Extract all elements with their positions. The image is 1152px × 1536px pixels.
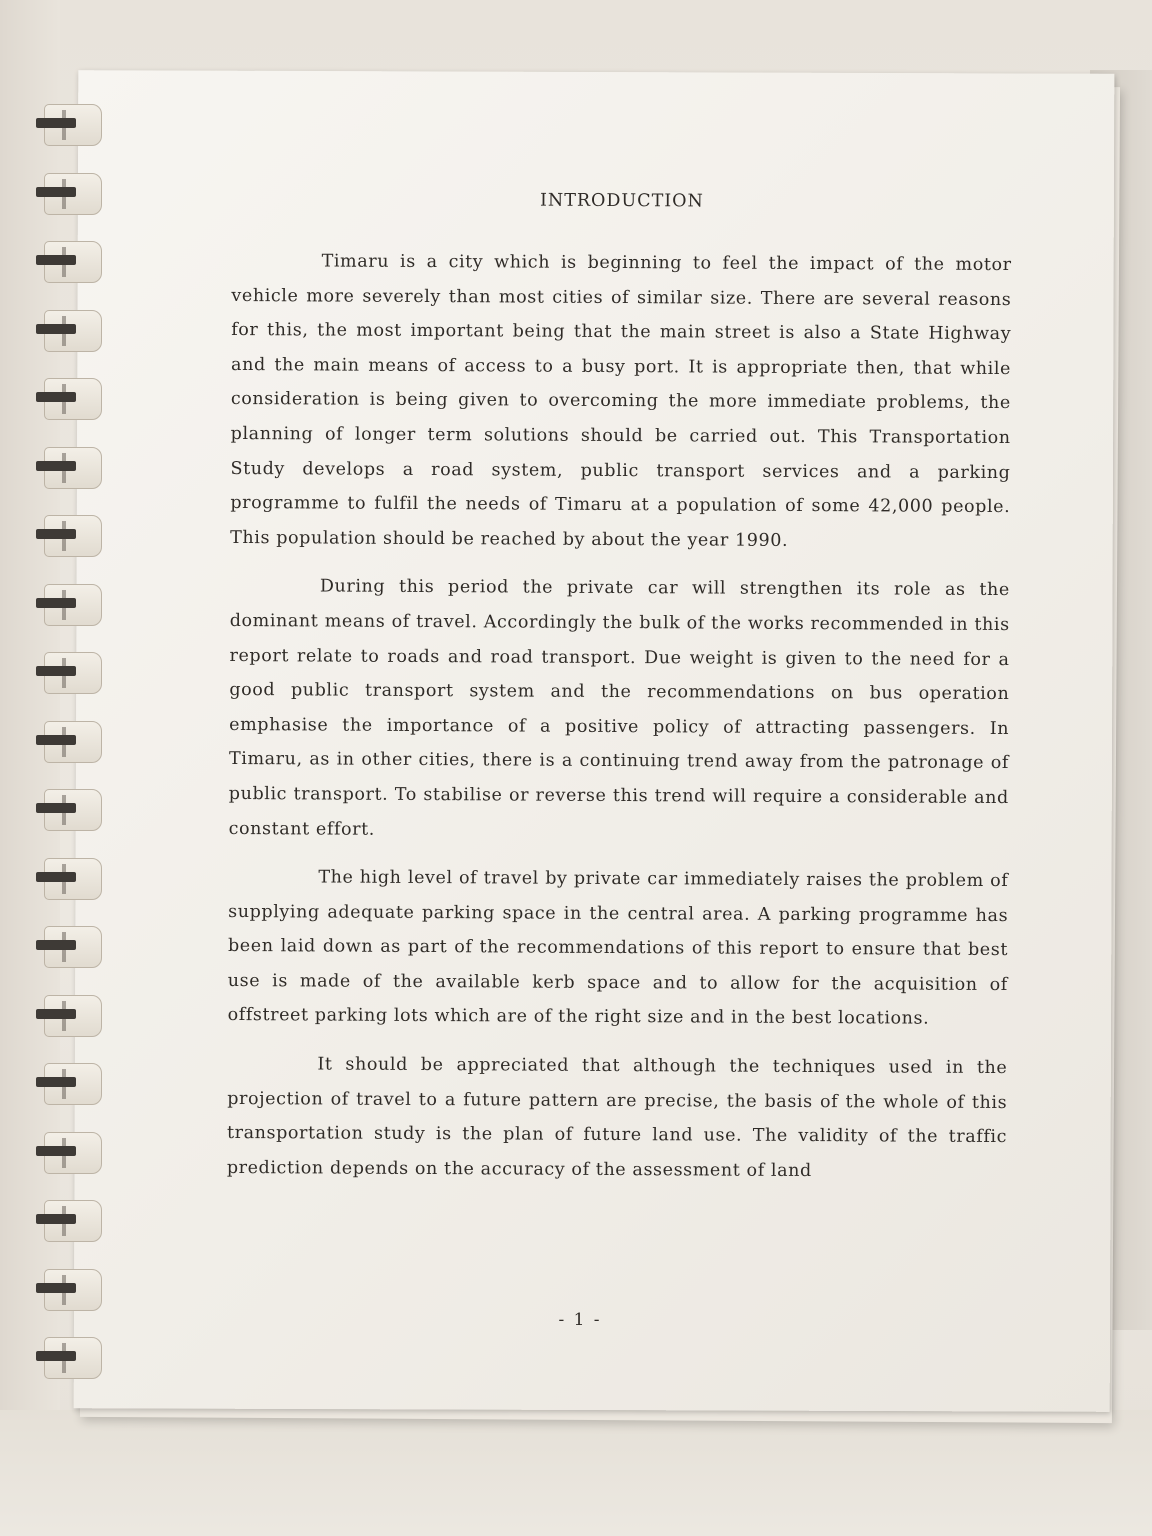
binding-coil xyxy=(44,511,106,561)
binding-coil xyxy=(44,717,106,767)
binding-coil xyxy=(44,1128,106,1178)
paragraph: It should be appreciated that although the techniques used in the projection of travel to a future pattern are precise, the basis of the whole of this transportation study is the plan of future land use. The validity of the traffic prediction depends on the accuracy of the assessment of land xyxy=(226,1054,1008,1181)
spiral-binding xyxy=(30,100,120,1420)
binding-coil xyxy=(44,922,106,972)
binding-coil xyxy=(44,169,106,219)
binding-coil xyxy=(44,854,106,904)
binding-coil xyxy=(44,306,106,356)
binding-coil xyxy=(44,991,106,1041)
binding-coil xyxy=(44,648,106,698)
page-number: - 1 - xyxy=(558,1310,602,1330)
page-content xyxy=(227,186,1012,1204)
paragraph: Timaru is a city which is beginning to feel the impact of the motor vehicle more severely than most cities of similar size. There are several reasons for this, the most important being that the main street is also a State Highway and the main means of access to a busy port. It is appropriate then, that while consideration is being given to overcoming the more immediate problems, the planning of longer term solutions should be carried out. This Transportation Study develops a road system, public transport services and a parking programme to fulfil the needs of Timaru at a population of some 42,000 people. This population should be reached by about the year 1990. xyxy=(230,251,1012,551)
binding-coil xyxy=(44,1333,106,1383)
binding-coil xyxy=(44,1196,106,1246)
binding-coil xyxy=(44,100,106,150)
binding-coil xyxy=(44,785,106,835)
binding-coil xyxy=(44,1265,106,1315)
page-title: INTRODUCTION xyxy=(539,190,704,212)
binding-coil xyxy=(44,580,106,630)
binding-coil xyxy=(44,443,106,493)
binding-coil xyxy=(44,374,106,424)
binding-coil xyxy=(44,1059,106,1109)
binding-coil xyxy=(44,237,106,287)
table-surface-bottom xyxy=(0,1410,1152,1536)
paragraph: The high level of travel by private car immediately raises the problem of supplying adequate parking space in the central area. A parking programme has been laid down as part of the recommendations of this report to ensure that best use is made of the available kerb space and to allow for the acquisition of offstreet parking lots which are of the right size and in the best locations. xyxy=(227,867,1009,1030)
paragraph: During this period the private car will strengthen its role as the dominant means of travel. Accordingly the bulk of the works recommended in this report relate to roads and road transport. Due weight is given to the need for a good public transport system and the recommendations on bus operation emphasise the importance of a positive policy of attracting passengers. In Timaru, as in other cities, there is a continuing trend away from the patronage of public transport. To stabilise or reverse this trend will require a considerable and constant effort. xyxy=(228,576,1010,840)
